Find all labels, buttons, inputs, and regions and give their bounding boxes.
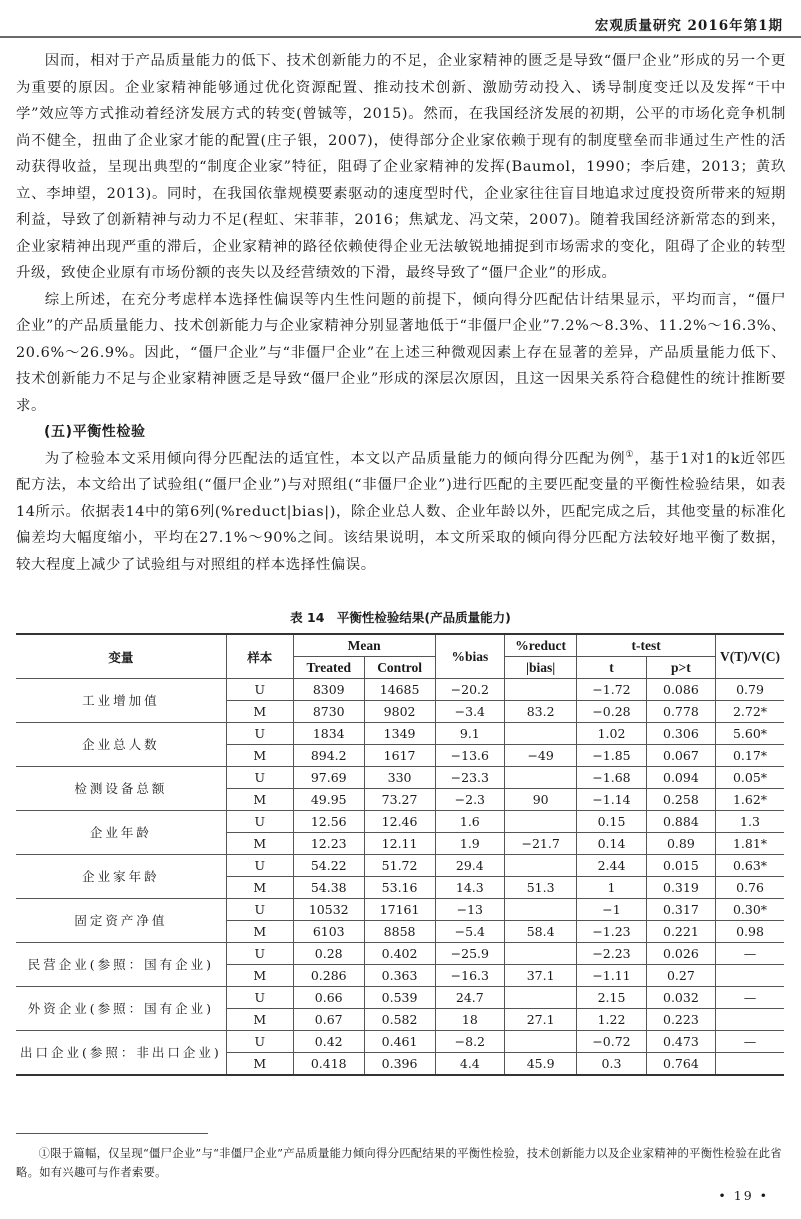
bias: −20.2 bbox=[435, 679, 505, 701]
sample-type: U bbox=[226, 899, 293, 921]
t-value: 0.3 bbox=[577, 1053, 647, 1076]
p-value: 0.89 bbox=[646, 833, 715, 855]
mean-treated: 12.23 bbox=[293, 833, 364, 855]
mean-control: 0.582 bbox=[364, 1009, 435, 1031]
table-row bbox=[16, 723, 784, 745]
reduct-bias: 37.1 bbox=[505, 965, 577, 987]
bias: −13 bbox=[435, 899, 505, 921]
p-value: 0.221 bbox=[646, 921, 715, 943]
variance-ratio bbox=[716, 1009, 785, 1031]
variance-ratio: 0.05* bbox=[716, 767, 785, 789]
mean-control: 330 bbox=[364, 767, 435, 789]
bias: 24.7 bbox=[435, 987, 505, 1009]
t-value: 1.22 bbox=[577, 1009, 647, 1031]
variable-name: 企业家年龄 bbox=[16, 855, 226, 899]
variable-name: 外资企业(参照：国有企业) bbox=[16, 987, 226, 1031]
sample-type: M bbox=[226, 833, 293, 855]
table-row bbox=[16, 987, 784, 1009]
sample-type: M bbox=[226, 745, 293, 767]
mean-control: 0.396 bbox=[364, 1053, 435, 1076]
paragraph: 综上所述，在充分考虑样本选择性偏误等内生性问题的前提下，倾向得分匹配估计结果显示，平均而言，“僵尸企业”的产品质量能力、技术创新能力与企业家精神分别显著地低于“非僵尸企业”7.2%～8.3%、11.2%～16.3%、20.6%～26.9%。因此，“僵尸企业”与“非僵尸企业”在上述三种微观因素上存在显著的差异，产品质量能力低下、技术创新能力不足与企业家精神匮乏是导致“僵尸企业”形成的深层次原因，且这一因果关系符合稳健性的统计推断要求。 bbox=[16, 291, 786, 414]
variable-name: 民营企业(参照：国有企业) bbox=[16, 943, 226, 987]
header-control: Control bbox=[364, 657, 435, 679]
p-value: 0.27 bbox=[646, 965, 715, 987]
bias: 14.3 bbox=[435, 877, 505, 899]
bias: −5.4 bbox=[435, 921, 505, 943]
variance-ratio: 1.62* bbox=[716, 789, 785, 811]
mean-treated: 0.28 bbox=[293, 943, 364, 965]
variance-ratio: 0.17* bbox=[716, 745, 785, 767]
mean-treated: 0.67 bbox=[293, 1009, 364, 1031]
reduct-bias bbox=[505, 855, 577, 877]
header-reduct-bias: |bias| bbox=[505, 657, 577, 679]
p-value: 0.223 bbox=[646, 1009, 715, 1031]
t-value: −0.72 bbox=[577, 1031, 647, 1053]
mean-treated: 97.69 bbox=[293, 767, 364, 789]
bias: 4.4 bbox=[435, 1053, 505, 1076]
sample-type: U bbox=[226, 679, 293, 701]
mean-treated: 49.95 bbox=[293, 789, 364, 811]
running-header bbox=[0, 0, 801, 38]
sample-type: M bbox=[226, 877, 293, 899]
p-value: 0.086 bbox=[646, 679, 715, 701]
t-value: 1 bbox=[577, 877, 647, 899]
paragraph-text: ，基于1对1的k近邻匹配方法，本文给出了试验组(“僵尸企业”)与对照组(“非僵尸企业”)进行匹配的主要匹配变量的平衡性检验结果，如表14所示。依据表14中的第6列(%reduct|bias|)，除企业总人数、企业年龄以外，匹配完成之后，其他变量的标准化偏差均大幅度缩小，平均在27.1%～90%之间。该结果说明，本文所采取的倾向得分匹配方法较好地平衡了数据，较大程度上减少了试验组与对照组的样本选择性偏误。 bbox=[16, 450, 786, 573]
variance-ratio: 0.30* bbox=[716, 899, 785, 921]
mean-control: 0.402 bbox=[364, 943, 435, 965]
t-value: 2.44 bbox=[577, 855, 647, 877]
t-value: −1.85 bbox=[577, 745, 647, 767]
mean-treated: 0.418 bbox=[293, 1053, 364, 1076]
p-value: 0.258 bbox=[646, 789, 715, 811]
header-mean: Mean bbox=[293, 634, 435, 657]
header-vratio: V(T)/V(C) bbox=[716, 634, 785, 679]
sample-type: U bbox=[226, 1031, 293, 1053]
variance-ratio bbox=[716, 1053, 785, 1076]
p-value: 0.319 bbox=[646, 877, 715, 899]
variance-ratio: 5.60* bbox=[716, 723, 785, 745]
reduct-bias: 51.3 bbox=[505, 877, 577, 899]
sample-type: M bbox=[226, 1009, 293, 1031]
mean-treated: 894.2 bbox=[293, 745, 364, 767]
mean-treated: 0.66 bbox=[293, 987, 364, 1009]
header-ttest: t-test bbox=[577, 634, 716, 657]
table-row bbox=[16, 855, 784, 877]
bias: −2.3 bbox=[435, 789, 505, 811]
bias: −13.6 bbox=[435, 745, 505, 767]
header-bias: %bias bbox=[435, 634, 505, 679]
mean-control: 9802 bbox=[364, 701, 435, 723]
header-variable: 变量 bbox=[16, 634, 226, 679]
variance-ratio: — bbox=[716, 943, 785, 965]
variance-ratio: — bbox=[716, 987, 785, 1009]
sample-type: U bbox=[226, 855, 293, 877]
table-row bbox=[16, 679, 784, 701]
bias: −8.2 bbox=[435, 1031, 505, 1053]
mean-treated: 10532 bbox=[293, 899, 364, 921]
mean-treated: 8730 bbox=[293, 701, 364, 723]
reduct-bias bbox=[505, 1031, 577, 1053]
p-value: 0.094 bbox=[646, 767, 715, 789]
variance-ratio: — bbox=[716, 1031, 785, 1053]
mean-control: 53.16 bbox=[364, 877, 435, 899]
reduct-bias: 27.1 bbox=[505, 1009, 577, 1031]
page-number: • 19 • bbox=[718, 1188, 769, 1203]
variable-name: 检测设备总额 bbox=[16, 767, 226, 811]
p-value: 0.317 bbox=[646, 899, 715, 921]
variance-ratio: 0.79 bbox=[716, 679, 785, 701]
footnote bbox=[16, 1144, 786, 1182]
p-value: 0.026 bbox=[646, 943, 715, 965]
mean-control: 8858 bbox=[364, 921, 435, 943]
reduct-bias bbox=[505, 899, 577, 921]
mean-treated: 0.286 bbox=[293, 965, 364, 987]
variance-ratio: 2.72* bbox=[716, 701, 785, 723]
mean-treated: 54.38 bbox=[293, 877, 364, 899]
sample-type: U bbox=[226, 811, 293, 833]
sample-type: M bbox=[226, 701, 293, 723]
bias: 9.1 bbox=[435, 723, 505, 745]
footnote-ref[interactable]: ① bbox=[625, 449, 635, 460]
reduct-bias bbox=[505, 679, 577, 701]
bias: 1.9 bbox=[435, 833, 505, 855]
paragraph: 因而，相对于产品质量能力的低下、技术创新能力的不足，企业家精神的匮乏是导致“僵尸企业”形成的另一个更为重要的原因。企业家精神能够通过优化资源配置、推动技术创新、激励劳动投入、诱导制度变迁以及发挥“干中学”效应等方式推动着经济发展方式的转变(曾铖等，2015)。然而，在我国经济发展的初期，公平的市场化竞争机制尚不健全，扭曲了企业家才能的配置(庄子银，2007)，使得部分企业家依赖于现有的制度壁垒而非通过生产性的活动获得收益，呈现出典型的“制度企业家”特征，阻碍了企业家精神的发挥(Baumol，1990；李后建，2013；黄玖立、李坤望，2013)。同时，在我国依靠规模要素驱动的速度型时代，企业家往往盲目地追求过度投资所带来的短期利益，导致了创新精神与动力不足(程虹、宋菲菲，2016；焦斌龙、冯文荣，2007)。随着我国经济新常态的到来，企业家精神出现严重的滞后，企业家精神的路径依赖使得企业无法敏锐地捕捉到市场需求的变化，阻碍了企业的转型升级，致使企业原有市场份额的丧失以及经营绩效的下滑，最终导致了“僵尸企业”的形成。 bbox=[16, 53, 786, 281]
variance-ratio: 0.76 bbox=[716, 877, 785, 899]
mean-control: 17161 bbox=[364, 899, 435, 921]
sample-type: M bbox=[226, 1053, 293, 1076]
balance-test-table bbox=[16, 633, 784, 1076]
mean-control: 12.11 bbox=[364, 833, 435, 855]
p-value: 0.306 bbox=[646, 723, 715, 745]
reduct-bias bbox=[505, 811, 577, 833]
footnote-text: ①限于篇幅，仅呈现“僵尸企业”与“非僵尸企业”产品质量能力倾向得分匹配结果的平衡性检验，技术创新能力以及企业家精神的平衡性检验在此省略。如有兴趣可与作者索要。 bbox=[16, 1147, 782, 1179]
header-treated: Treated bbox=[293, 657, 364, 679]
journal-title: 宏观质量研究 2016年第1期 bbox=[594, 18, 783, 34]
sample-type: M bbox=[226, 965, 293, 987]
mean-control: 51.72 bbox=[364, 855, 435, 877]
variance-ratio bbox=[716, 965, 785, 987]
sample-type: M bbox=[226, 789, 293, 811]
variable-name: 企业年龄 bbox=[16, 811, 226, 855]
footnote-divider bbox=[16, 1133, 208, 1134]
header-reduct: %reduct bbox=[505, 634, 577, 657]
mean-treated: 54.22 bbox=[293, 855, 364, 877]
variable-name: 固定资产净值 bbox=[16, 899, 226, 943]
mean-treated: 6103 bbox=[293, 921, 364, 943]
mean-control: 1617 bbox=[364, 745, 435, 767]
t-value: 0.14 bbox=[577, 833, 647, 855]
variable-name: 工业增加值 bbox=[16, 679, 226, 723]
t-value: 1.02 bbox=[577, 723, 647, 745]
sample-type: M bbox=[226, 921, 293, 943]
variable-name: 出口企业(参照：非出口企业) bbox=[16, 1031, 226, 1076]
reduct-bias: 58.4 bbox=[505, 921, 577, 943]
t-value: −1.72 bbox=[577, 679, 647, 701]
p-value: 0.884 bbox=[646, 811, 715, 833]
reduct-bias: −21.7 bbox=[505, 833, 577, 855]
p-value: 0.032 bbox=[646, 987, 715, 1009]
paragraph bbox=[16, 446, 786, 579]
t-value: −1.68 bbox=[577, 767, 647, 789]
mean-control: 1349 bbox=[364, 723, 435, 745]
t-value: −1.11 bbox=[577, 965, 647, 987]
bias: −23.3 bbox=[435, 767, 505, 789]
mean-treated: 0.42 bbox=[293, 1031, 364, 1053]
mean-control: 0.539 bbox=[364, 987, 435, 1009]
sample-type: U bbox=[226, 723, 293, 745]
reduct-bias: −49 bbox=[505, 745, 577, 767]
t-value: 0.15 bbox=[577, 811, 647, 833]
table-caption: 表 14 平衡性检验结果(产品质量能力) bbox=[290, 610, 511, 625]
bias: 29.4 bbox=[435, 855, 505, 877]
bias: 1.6 bbox=[435, 811, 505, 833]
reduct-bias bbox=[505, 943, 577, 965]
header-sample: 样本 bbox=[226, 634, 293, 679]
p-value: 0.764 bbox=[646, 1053, 715, 1076]
reduct-bias: 90 bbox=[505, 789, 577, 811]
p-value: 0.015 bbox=[646, 855, 715, 877]
bias: −16.3 bbox=[435, 965, 505, 987]
t-value: 2.15 bbox=[577, 987, 647, 1009]
table-row bbox=[16, 899, 784, 921]
variance-ratio: 1.81* bbox=[716, 833, 785, 855]
p-value: 0.067 bbox=[646, 745, 715, 767]
reduct-bias bbox=[505, 723, 577, 745]
table-body bbox=[16, 679, 784, 1076]
p-value: 0.473 bbox=[646, 1031, 715, 1053]
mean-control: 73.27 bbox=[364, 789, 435, 811]
sample-type: U bbox=[226, 943, 293, 965]
header-p: p>t bbox=[646, 657, 715, 679]
t-value: −2.23 bbox=[577, 943, 647, 965]
variance-ratio: 0.98 bbox=[716, 921, 785, 943]
sample-type: U bbox=[226, 987, 293, 1009]
mean-control: 12.46 bbox=[364, 811, 435, 833]
p-value: 0.778 bbox=[646, 701, 715, 723]
sample-type: U bbox=[226, 767, 293, 789]
reduct-bias: 45.9 bbox=[505, 1053, 577, 1076]
header-t: t bbox=[577, 657, 647, 679]
mean-control: 0.461 bbox=[364, 1031, 435, 1053]
table-row bbox=[16, 1031, 784, 1053]
reduct-bias: 83.2 bbox=[505, 701, 577, 723]
reduct-bias bbox=[505, 987, 577, 1009]
table-row bbox=[16, 767, 784, 789]
bias: 18 bbox=[435, 1009, 505, 1031]
t-value: −1.23 bbox=[577, 921, 647, 943]
mean-treated: 12.56 bbox=[293, 811, 364, 833]
variance-ratio: 0.63* bbox=[716, 855, 785, 877]
mean-treated: 1834 bbox=[293, 723, 364, 745]
bias: −25.9 bbox=[435, 943, 505, 965]
paragraph-text: 为了检验本文采用倾向得分匹配法的适宜性，本文以产品质量能力的倾向得分匹配为例 bbox=[44, 450, 626, 467]
table-row bbox=[16, 811, 784, 833]
mean-treated: 8309 bbox=[293, 679, 364, 701]
variable-name: 企业总人数 bbox=[16, 723, 226, 767]
t-value: −1 bbox=[577, 899, 647, 921]
body-text bbox=[16, 48, 786, 578]
variance-ratio: 1.3 bbox=[716, 811, 785, 833]
t-value: −0.28 bbox=[577, 701, 647, 723]
mean-control: 14685 bbox=[364, 679, 435, 701]
reduct-bias bbox=[505, 767, 577, 789]
mean-control: 0.363 bbox=[364, 965, 435, 987]
bias: −3.4 bbox=[435, 701, 505, 723]
table-row bbox=[16, 943, 784, 965]
section-heading: (五)平衡性检验 bbox=[44, 424, 146, 440]
t-value: −1.14 bbox=[577, 789, 647, 811]
